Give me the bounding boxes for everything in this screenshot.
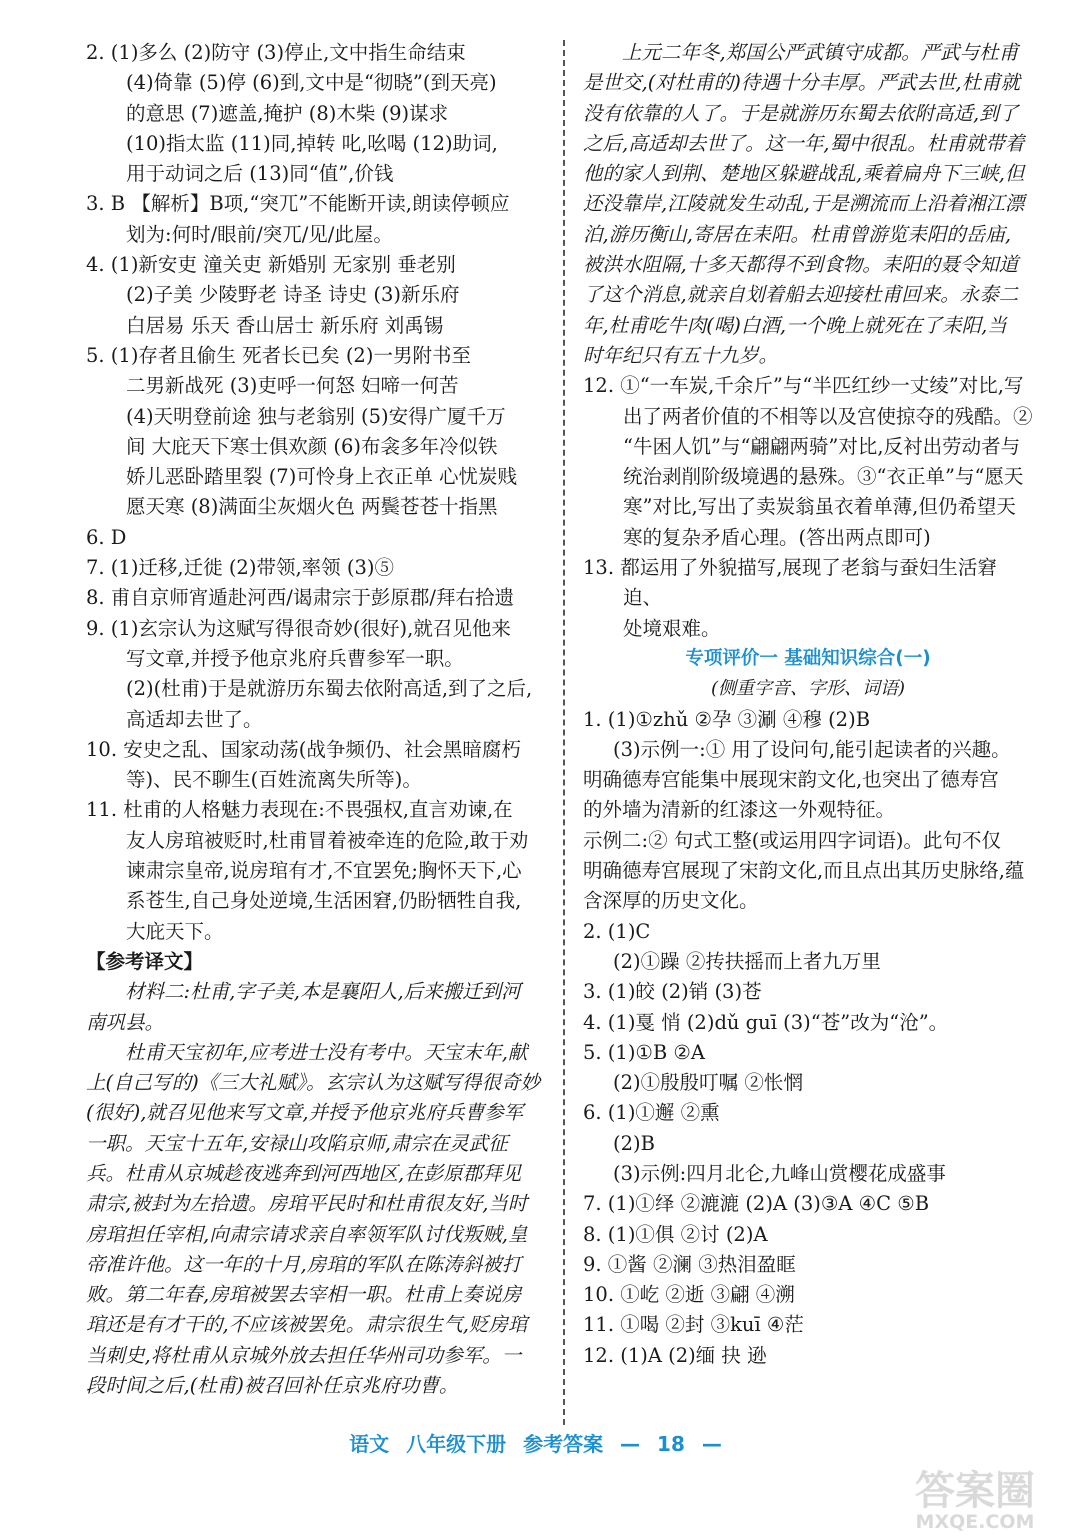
left-text-line: 房琯担任宰相,向肃宗请求亲自率领军队讨伐叛贼,皇 (86, 1222, 528, 1246)
left-text-line: 【参考译文】 (86, 949, 204, 973)
left-text-line: 5. (1)存者且偷生 死者长已矣 (2)一男附书至 (86, 343, 471, 367)
right-text-line: 他的家人到荆、楚地区躲避战乱,乘着扁舟下三峡,但 (583, 162, 1025, 186)
left-text-line: 帝准许他。这一年的十月,房琯的军队在陈涛斜被打 (86, 1252, 522, 1276)
left-text-line: 3. B 【解析】B项,“突兀”不能断开读,朗读停顿应 (86, 192, 510, 216)
right-text-line: 明确德寿宫能集中展现宋韵文化,也突出了德寿宫 (583, 768, 999, 792)
left-text-line: 6. D (86, 525, 127, 549)
left-text-line: 败。第二年春,房琯被罢去宰相一职。杜甫上奏说房 (86, 1283, 522, 1307)
watermark-logo (895, 1462, 1055, 1532)
right-text-line: 7. (1)①绎 ②漉漉 (2)A (3)③A ④C ⑤B (583, 1192, 930, 1216)
right-text-line: 13. 都运用了外貌描写,展现了老翁与蚕妇生活窘迫、 (583, 556, 997, 610)
right-text-line: 还没靠岸,江陵就发生动乱,于是溯流而上沿着湘江漂 (583, 192, 1025, 216)
left-text-line: 琯还是有才干的,不应该被罢免。肃宗很生气,贬房琯 (86, 1313, 528, 1337)
left-text-line: 8. 甫自京师宵遁赴河西/谒肃宗于彭原郡/拜右拾遗 (86, 586, 514, 610)
right-text-line: 是世交,(对杜甫的)待遇十分丰厚。严武去世,杜甫就 (583, 71, 1021, 95)
left-text-line: 兵。杜甫从京城趁夜逃奔到河西地区,在彭原郡拜见 (86, 1161, 522, 1185)
left-text-line: 划为:何时/眼前/突兀/见/此屋。 (126, 222, 393, 246)
right-text-line: 示例二:② 句式工整(或运用四字词语)。此句不仅 (583, 828, 1001, 852)
right-text-line: 6. (1)①邂 ②熏 (583, 1101, 720, 1125)
left-text-line: (4)倚靠 (5)停 (6)到,文中是“彻晓”(到天亮) (126, 71, 497, 95)
right-text-line: 12. ①“一车炭,千余斤”与“半匹红纱一丈绫”对比,写 (583, 374, 1024, 398)
right-text-line: 的外墙为清新的红漆这一外观特征。 (583, 798, 896, 822)
left-text-line: 的意思 (7)遮盖,掩护 (8)木柴 (9)谋求 (126, 101, 449, 125)
right-text-line: 3. (1)皎 (2)销 (3)苍 (583, 980, 762, 1004)
right-text-line: (2)①躁 ②抟扶摇而上者九万里 (613, 949, 881, 973)
left-text-line: 间 大庇天下寒士俱欢颜 (6)布衾多年冷似铁 (126, 434, 498, 458)
left-text-line: 2. (1)多么 (2)防守 (3)停止,文中指生命结束 (86, 41, 466, 64)
right-text-line: 5. (1)①B ②A (583, 1040, 705, 1064)
left-text-line: 段时间之后,(杜甫)被召回补任京兆府功曹。 (86, 1374, 459, 1398)
right-text-line: 之后,高适却去世了。这一年,蜀中很乱。杜甫就带着 (583, 131, 1025, 155)
left-text-line: (4)天明登前途 独与老翁别 (5)安得广厦千万 (126, 404, 506, 428)
left-text-line: 系苍生,自己身处逆境,生活困窘,仍盼牺牲自我, (126, 889, 522, 913)
left-text-line: 用于动词之后 (13)同“值”,价钱 (126, 162, 394, 186)
left-text-line: (很好),就召见他来写文章,并授予他京兆府兵曹参军 (86, 1101, 524, 1125)
left-text-line: 二男新战死 (3)吏呼一何怒 妇啼一何苦 (126, 374, 459, 398)
right-text-line: 寒的复杂矛盾心理。(答出两点即可) (623, 525, 931, 549)
right-text-line: 时年纪只有五十九岁。 (583, 343, 779, 367)
right-text-line: 明确德寿宫展现了宋韵文化,而且点出其历史脉络,蕴 (583, 859, 1025, 883)
right-text-line: 寒”对比,写出了卖炭翁虽衣着单薄,但仍希望天 (623, 495, 1016, 519)
right-text-line: 2. (1)C (583, 919, 651, 943)
right-text-line: 年,杜甫吃牛肉(喝)白酒,一个晚上就死在了耒阳,当 (583, 313, 1007, 337)
left-text-line: 南巩县。 (86, 1010, 165, 1034)
right-text-line: 专项评价一 基础知识综合(一) (685, 647, 931, 669)
right-text-line: 1. (1)①zhǔ ②孕 ③涮 ④穆 (2)B (583, 707, 871, 731)
right-text-line: (3)示例:四月北仑,九峰山赏樱花成盛事 (613, 1161, 946, 1185)
left-text-line: 大庇天下。 (126, 919, 224, 943)
left-text-line: 当刺史,将杜甫从京城外放去担任华州司功参军。一 (86, 1343, 522, 1367)
left-text-line: 写文章,并授予他京兆府兵曹参军一职。 (126, 646, 464, 670)
watermark-line2: MXQE.COM (915, 1511, 1035, 1532)
left-text-line: 高适却去世了。 (126, 707, 263, 731)
left-text-line: (10)指太监 (11)同,掉转 叱,吆喝 (12)助词, (126, 131, 498, 155)
left-text-line: 10. 安史之乱、国家动荡(战争频仍、社会黑暗腐朽 (86, 737, 521, 761)
right-column (583, 38, 1033, 1371)
right-text-line: (2)①殷殷叮嘱 ②怅惘 (613, 1071, 803, 1095)
right-text-line: 被洪水阻隔,十多天都得不到食物。耒阳的聂令知道 (583, 253, 1019, 277)
right-text-line: (2)B (613, 1131, 655, 1155)
watermark-line1: 答案圈 (915, 1468, 1035, 1514)
left-text-line: 一职。天宝十五年,安禄山攻陷京师,肃宗在灵武征 (86, 1131, 508, 1155)
left-text-line: 肃宗,被封为左拾遗。房琯平民时和杜甫很友好,当时 (86, 1192, 528, 1216)
left-text-line: 材料二:杜甫,字子美,本是襄阳人,后来搬迁到河 (125, 980, 521, 1004)
left-text-line: 11. 杜甫的人格魅力表现在:不畏强权,直言劝谏,在 (86, 798, 513, 822)
right-text-line: “牛困人饥”与“翩翩两骑”对比,反衬出劳动者与 (623, 434, 1021, 458)
left-text-line: (2)子美 少陵野老 诗圣 诗史 (3)新乐府 (126, 283, 460, 307)
column-divider (563, 40, 565, 1425)
right-text-line: 10. ①屹 ②逝 ③翩 ④溯 (583, 1283, 795, 1307)
right-text-line: 8. (1)①俱 ②讨 (2)A (583, 1222, 768, 1246)
left-column (86, 38, 544, 1401)
left-text-line: (2)(杜甫)于是就游历东蜀去依附高适,到了之后, (126, 677, 533, 701)
left-text-line: 9. (1)玄宗认为这赋写得很奇妙(很好),就召见他来 (86, 616, 511, 640)
right-text-line: 没有依靠的人了。于是就游历东蜀去依附高适,到了 (583, 101, 1019, 125)
right-text-line: 11. ①喝 ②封 ③kuī ④茫 (583, 1313, 804, 1337)
right-text-line: 9. ①酱 ②澜 ③热泪盈眶 (583, 1252, 796, 1276)
right-text-line: 出了两者价值的不相等以及宫使掠夺的残酷。② (623, 404, 1033, 428)
right-text-line: 含深厚的历史文化。 (583, 889, 759, 913)
left-text-line: 7. (1)迁移,迁徙 (2)带领,率领 (3)⑤ (86, 556, 394, 580)
left-text-line: 杜甫天宝初年,应考进士没有考中。天宝末年,献 (125, 1040, 528, 1064)
left-text-line: 4. (1)新安吏 潼关吏 新婚别 无家别 垂老别 (86, 253, 456, 277)
right-text-line: 了这个消息,就亲自划着船去迎接杜甫回来。永泰二 (583, 283, 1019, 307)
right-text-line: 上元二年冬,郑国公严武镇守成都。严武与杜甫 (622, 41, 1019, 64)
right-text-line: 处境艰难。 (623, 616, 721, 640)
right-text-line: 4. (1)戛 悄 (2)dǔ guī (3)“苍”改为“沧”。 (583, 1010, 949, 1034)
right-text-line: (3)示例一:① 用了设问句,能引起读者的兴趣。 (613, 737, 1011, 761)
page-footer: 语文 八年级下册 参考答案 — 18 — (349, 1432, 722, 1456)
left-text-line: 愿天寒 (8)满面尘灰烟火色 两鬓苍苍十指黑 (126, 495, 498, 519)
left-text-line: 谏肃宗皇帝,说房琯有才,不宜罢免;胸怀天下,心 (126, 859, 522, 883)
left-text-line: 娇儿恶卧踏里裂 (7)可怜身上衣正单 心忧炭贱 (126, 465, 518, 489)
left-text-line: 白居易 乐天 香山居士 新乐府 刘禹锡 (126, 313, 444, 337)
right-text-line: (侧重字音、字形、词语) (710, 678, 906, 700)
right-text-line: 统治剥削阶级境遇的悬殊。③“衣正单”与“愿天 (623, 465, 1024, 489)
left-text-line: 上(自己写的)《三大礼赋》。玄宗认为这赋写得很奇妙 (86, 1071, 540, 1095)
left-text-line: 等)、民不聊生(百姓流离失所等)。 (126, 768, 422, 792)
right-text-line: 泊,游历衡山,寄居在耒阳。杜甫曾游览耒阳的岳庙, (583, 222, 1012, 246)
right-text-line: 12. (1)A (2)缅 抉 逊 (583, 1343, 767, 1367)
left-text-line: 友人房琯被贬时,杜甫冒着被牵连的危险,敢于劝 (126, 828, 529, 852)
